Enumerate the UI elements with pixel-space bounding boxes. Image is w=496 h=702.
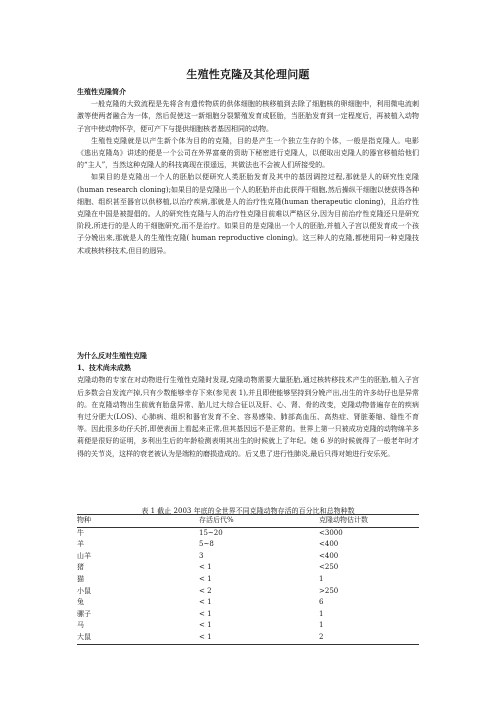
section-heading-opposition: 为什么反对生殖性克隆 (77, 351, 147, 360)
table-row (77, 574, 419, 586)
table-cell: < 1 (199, 632, 212, 641)
table-cell: >250 (319, 586, 339, 595)
table-cell: <3000 (319, 528, 343, 537)
table-row (77, 551, 419, 563)
table-row (77, 527, 419, 539)
table-row (77, 620, 419, 632)
section-heading-intro: 生殖性克隆简介 (77, 87, 126, 96)
table-cell: 1 (319, 574, 324, 583)
table-cell: 骡子 (77, 609, 91, 618)
section-intro (77, 86, 419, 257)
table-cell: 羊 (77, 540, 84, 549)
table-cell: 1 (319, 609, 324, 618)
table-cell: 马 (77, 621, 84, 630)
cloning-survival-table (77, 514, 419, 645)
table-row (77, 597, 419, 609)
section-opposition (77, 350, 419, 460)
table-cell: 兔 (77, 598, 84, 607)
table-row (77, 562, 419, 574)
table-cell: 小鼠 (77, 586, 91, 595)
table-row (77, 586, 419, 598)
table-cell: 猫 (77, 574, 84, 583)
table-cell: 大鼠 (77, 632, 91, 641)
paragraph: 一般克隆的大致流程是先将含有遗传物质的供体细胞的核移植到去除了细胞核的卵细胞中，利用微电流刺激等使两者融合为一体，然后促使这一新细胞分裂繁殖发育成胚胎，当胚胎发育到一定程度后，再被植入动物子宫中使动物怀孕，便可产下与提供细胞核者基因相同的动物。 (77, 100, 419, 133)
table-row (77, 609, 419, 621)
table-cell: < 1 (199, 621, 212, 630)
table-cell: < 1 (199, 609, 212, 618)
table-cell: 5~8 (199, 540, 214, 549)
document-title: 生殖性克隆及其伦理问题 (186, 68, 310, 81)
column-header: 克隆动物估计数 (319, 516, 368, 524)
table-cell: 猪 (77, 563, 84, 572)
column-header: 存活后代% (199, 516, 234, 524)
table-cell: <400 (319, 551, 339, 560)
column-header: 物种 (77, 516, 91, 524)
table-caption: 表 1 截止 2003 年底的全世界不同克隆动物存活的百分比和总物种数 (141, 507, 355, 515)
table-cell: < 1 (199, 563, 212, 572)
table-cell: 牛 (77, 528, 84, 537)
paragraph: 克隆动物的专家在对动物进行生殖性克隆时发现,克隆动物需要大量胚胎,通过核转移技术产生的胚胎,植入子宫后多数会自发流产掉,只有少数能够幸存下来(参见表 1),并且即使能够坚持到分娩产出,出生的许多幼仔也是异常的。在克隆动物出生前就有胎盘异常、胎儿过大综合征以及肝、心、肾、骨的改变，克隆动物普遍存在的疾病有过分肥大(LOS)、心肺病、组织和器官发育不全、容易感染、肺部高血压、高热症、肾脏萎缩、缝性不育等。因此很多幼仔夭折,即使表面上看起来正常,但其基因远不是正常的。世界上第一只被成功克隆的动物绵羊多莉便是很好的证明，多利出生后的年龄检测表明其出生的时候就上了年纪。她 6 岁的时候就得了一般老年时才得的关节炎，这样的衰老被认为是端粒的磨损造成的。后又患了进行性肺炎,最后只得对她进行安乐死。 (77, 376, 419, 458)
paragraph: 如果目的是克隆出一个人的胚胎以便研究人类胚胎发育及其中的基因调控过程,那就是人的研究性克隆(human research cloning);如果目的是克隆出一个人的胚胎并由此获得干细胞,然后操纵干细胞以使获得各种细胞、组织甚至器官以供移植,以治疗疾病,那就是人的治疗性克隆(human therapeutic cloning)，且治疗性克隆在中国是被提倡的。人的研究性克隆与人的治疗性克隆目前难以严格区分,因为目前治疗性克隆还只是研究阶段,所进行的是人的干细胞研究,而不是治疗。如果目的是克隆出一个人的胚胎,并植入子宫以便发育成一个孩子分娩出来,那就是人的生殖性克隆( human reproductive cloning)。这三种人的克隆,都使用同一种克隆技术或核转移技术,但目的迥异。 (77, 173, 419, 255)
table-cell: 2 (319, 632, 324, 641)
table-row (77, 632, 419, 644)
subsection-heading: 1、技术尚未成熟 (77, 363, 131, 373)
table-cell: 3 (199, 551, 204, 560)
table-header-row (77, 515, 419, 528)
table-cell: <250 (319, 563, 339, 572)
table-cell: 1 (319, 621, 324, 630)
table-cell: 6 (319, 598, 324, 607)
table-cell: < 2 (199, 586, 212, 595)
table-cell: 山羊 (77, 551, 91, 560)
table-cell: < 1 (199, 574, 212, 583)
paragraph: 生殖性克隆就是以产生新个体为目的的克隆，目的是产生一个独立生存的个体，一般是指克隆人。电影《逃出克隆岛》讲述的便是一个公司在外界富豪的资助下秘密进行克隆人，以便取出克隆人的器官移植给他们的“主人”，当然这种克隆人的科技离现在很遥远，其做法也不会被人们所接受的。 (77, 136, 419, 170)
table-cell: <400 (319, 540, 339, 549)
table-cell: < 1 (199, 598, 212, 607)
table-row (77, 539, 419, 551)
table-cell: 15~20 (199, 528, 223, 537)
